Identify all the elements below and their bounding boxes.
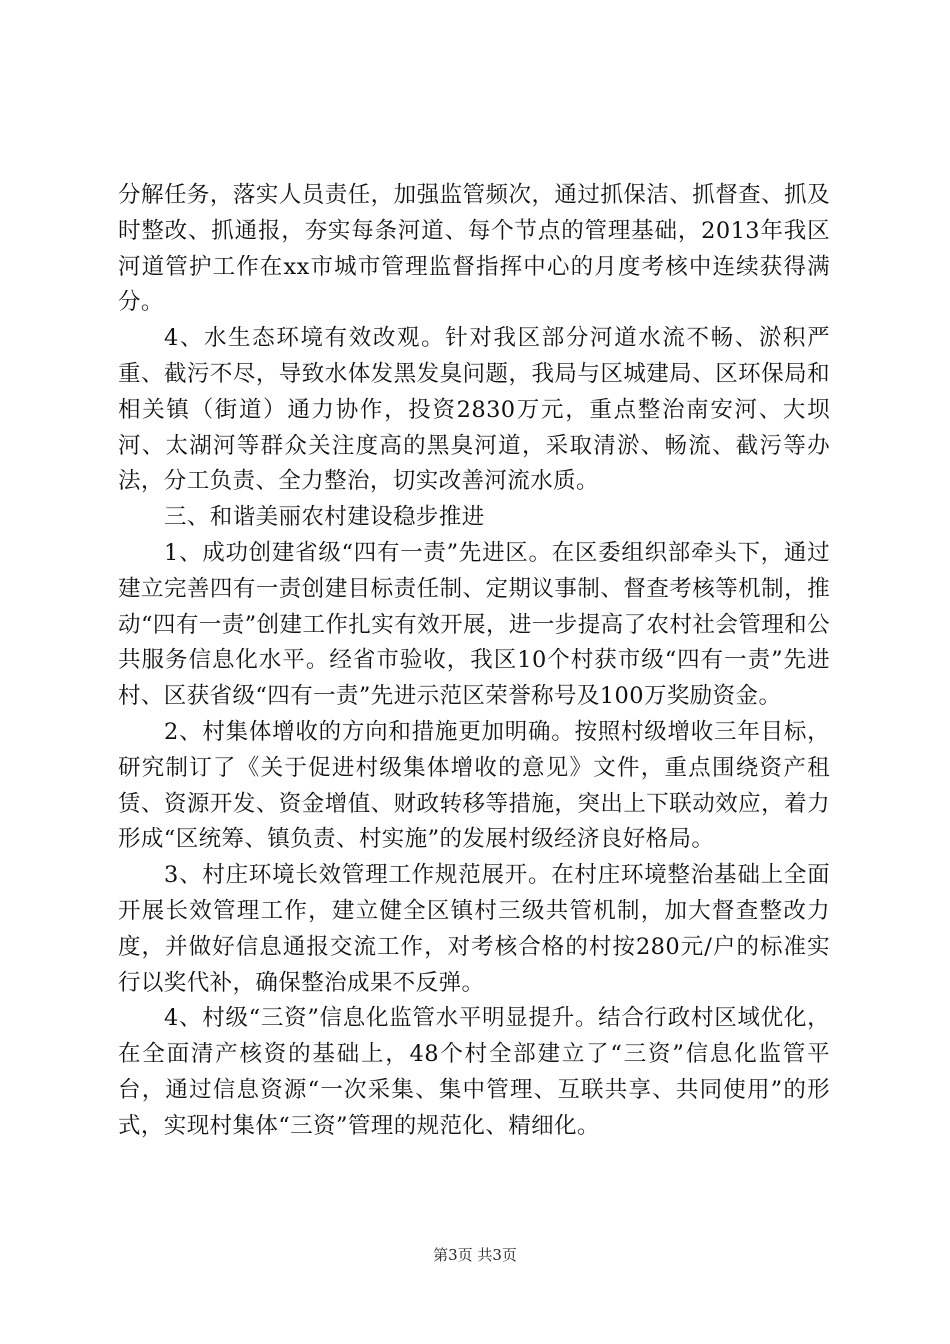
section-heading-rural-construction: 三、和谐美丽农村建设稳步推进 (164, 504, 485, 531)
paragraph-water-ecology: 4、水生态环境有效改观。针对我区部分河道水流不畅、淤积严重、截污不尽，导致水体发黑发臭问题，我局与区城建局、区环保局和相关镇（街道）通力协作，投资2830万元，重点整治南安河、大坝河、太湖河等群众关注度高的黑臭河道，采取清淤、畅流、截污等办法，分工负责、全力整治，切实改善河流水质。 (118, 325, 830, 495)
paragraph-continuation: 分解任务，落实人员责任，加强监管频次，通过抓保洁、抓督查、抓及时整改、抓通报，夯实每条河道、每个节点的管理基础，2013年我区河道管护工作在xx市城市管理监督指挥中心的月度考核中连续获得满分。 (118, 182, 830, 316)
document-body (118, 178, 830, 1145)
paragraph-three-assets-supervision: 4、村级“三资”信息化监管水平明显提升。结合行政村区域优化，在全面清产核资的基础上，48个村全部建立了“三资”信息化监管平台，通过信息资源“一次采集、集中管理、互联共享、共同使用”的形式，实现村集体“三资”管理的规范化、精细化。 (118, 1005, 830, 1139)
paragraph-village-environment: 3、村庄环境长效管理工作规范展开。在村庄环境整治基础上全面开展长效管理工作，建立健全区镇村三级共管机制，加大督查整改力度，并做好信息通报交流工作，对考核合格的村按280元/户的标准实行以奖代补，确保整治成果不反弹。 (118, 862, 830, 996)
paragraph-four-haves-one-duty: 1、成功创建省级“四有一责”先进区。在区委组织部牵头下，通过建立完善四有一责创建目标责任制、定期议事制、督查考核等机制，推动“四有一责”创建工作扎实有效开展，进一步提高了农村社会管理和公共服务信息化水平。经省市验收，我区10个村获市级“四有一责”先进村、区获省级“四有一责”先进示范区荣誉称号及100万奖励资金。 (118, 539, 830, 710)
page-number-footer: 第3页 共3页 (433, 1246, 517, 1264)
paragraph-collective-income: 2、村集体增收的方向和措施更加明确。按照村级增收三年目标，研究制订了《关于促进村级集体增收的意见》文件，重点围绕资产租赁、资源开发、资金增值、财政转移等措施，突出上下联动效应，着力形成“区统筹、镇负责、村实施”的发展村级经济良好格局。 (118, 718, 830, 853)
